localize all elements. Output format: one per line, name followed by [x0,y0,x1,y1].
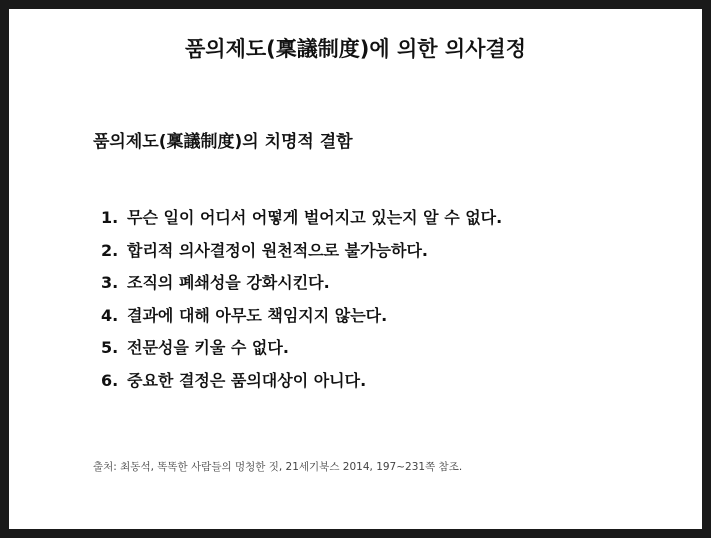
list-item-text: 합리적 의사결정이 원천적으로 불가능하다. [127,240,428,260]
section-heading: 품의제도(稟議制度)의 치명적 결함 [93,132,353,152]
list-item-number: 5. [101,338,119,357]
list-item [101,238,502,271]
list-item-number: 6. [101,370,119,390]
defect-list [101,205,502,400]
list-item-text: 결과에 대해 아무도 책임지지 않는다. [127,305,388,325]
list-item [101,205,502,238]
list-item-text: 전문성을 키울 수 없다. [127,338,289,357]
list-item-number: 1. [101,208,119,227]
list-item-number: 3. [101,273,119,292]
list-item [101,335,502,368]
list-item [101,303,502,336]
source-citation: 출처: 최동석, 똑똑한 사람들의 멍청한 짓, 21세기북스 2014, 197~231쪽 참조. [93,461,463,473]
list-item-text: 조직의 폐쇄성을 강화시킨다. [127,273,330,292]
list-item [101,270,502,303]
list-item-text: 중요한 결정은 품의대상이 아니다. [127,370,367,390]
list-item [101,368,502,401]
list-item-number: 4. [101,305,119,325]
list-item-number: 2. [101,240,119,260]
slide [9,9,702,529]
slide-title: 품의제도(稟議制度)에 의한 의사결정 [185,37,526,61]
list-item-text: 무슨 일이 어디서 어떻게 벌어지고 있는지 알 수 없다. [127,208,503,227]
